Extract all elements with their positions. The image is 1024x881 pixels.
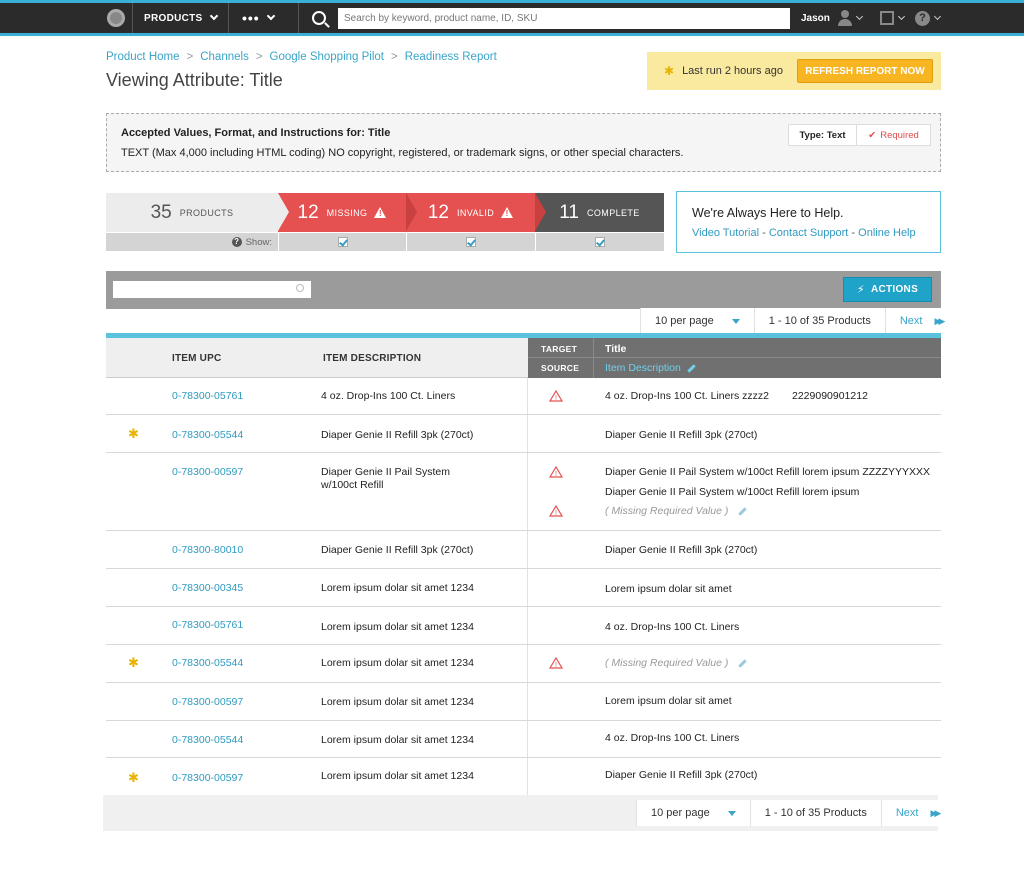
help-icon: ? [915, 11, 930, 26]
pager-bottom [636, 800, 950, 826]
table-row[interactable] [106, 453, 941, 531]
invalid-count: 12 [427, 201, 449, 223]
required-text: Required [880, 129, 919, 141]
show-missing-cell [278, 232, 406, 251]
target-value: Title [605, 343, 627, 355]
source-value-label: Item Description [605, 362, 681, 374]
table-row[interactable] [106, 758, 941, 795]
global-search-input[interactable] [338, 8, 790, 29]
last-run-banner [647, 52, 941, 90]
show-label-cell [106, 232, 278, 251]
svg-text:!: ! [555, 662, 557, 669]
header-divider [593, 338, 594, 378]
breadcrumb-separator-icon: > [255, 51, 263, 63]
pencil-icon[interactable] [739, 507, 747, 515]
page-range-label: 1 - 10 of 35 Products [764, 807, 867, 819]
table-row[interactable] [106, 683, 941, 721]
accepted-values-panel [106, 113, 941, 172]
item-upc[interactable]: 0-78300-80010 [172, 544, 244, 556]
stat-missing[interactable] [278, 193, 406, 232]
nav-divider [132, 3, 133, 33]
more-icon: ••• [242, 10, 260, 26]
item-description: Lorem ipsum dolar sit amet 1234 [321, 770, 474, 782]
show-complete-checkbox[interactable] [595, 237, 605, 247]
refresh-report-button[interactable]: REFRESH REPORT NOW [797, 59, 933, 83]
item-upc[interactable]: 0-78300-00597 [172, 772, 244, 784]
stat-arrow [278, 193, 289, 231]
last-run-text: Last run 2 hours ago [682, 65, 783, 77]
chevron-down-icon [934, 13, 941, 20]
missing-count: 12 [297, 201, 319, 223]
item-upc[interactable]: 0-78300-05544 [172, 429, 244, 441]
breadcrumb-channels[interactable]: Channels [200, 51, 249, 63]
pencil-icon[interactable] [739, 659, 747, 667]
item-description: Diaper Genie II Refill 3pk (270ct) [321, 429, 474, 441]
global-search [312, 3, 790, 33]
item-description: 4 oz. Drop-Ins 100 Ct. Liners [321, 390, 456, 402]
accepted-values-heading: Accepted Values, Format, and Instructions for: Title [121, 127, 391, 139]
help-links [692, 227, 916, 239]
pencil-icon[interactable] [687, 364, 695, 372]
table-header [106, 338, 941, 378]
per-page-select[interactable] [640, 308, 754, 334]
help-icon[interactable]: ? [232, 237, 242, 247]
help-heading: We're Always Here to Help. [692, 206, 844, 220]
warning-icon [549, 505, 563, 517]
table-row[interactable] [106, 415, 941, 453]
search-icon[interactable] [312, 11, 326, 25]
star-icon: ✱ [664, 64, 675, 78]
products-label: PRODUCTS [179, 207, 234, 218]
item-description: Diaper Genie II Refill 3pk (270ct) [321, 544, 474, 556]
star-icon: ✱ [128, 770, 139, 785]
logo-icon [107, 9, 125, 27]
nav-divider [228, 3, 229, 33]
per-page-label: 10 per page [655, 315, 714, 327]
check-icon: ✔ [868, 129, 877, 141]
item-description: Lorem ipsum dolar sit amet 1234 [321, 734, 474, 746]
missing-value[interactable] [605, 657, 747, 669]
next-page-button[interactable] [885, 308, 954, 334]
products-count: 35 [150, 201, 172, 223]
show-invalid-checkbox[interactable] [466, 237, 476, 247]
target-title: Lorem ipsum dolar sit amet [605, 695, 732, 707]
type-label: Type: Text [789, 125, 857, 145]
chevron-down-icon [898, 13, 905, 20]
item-description: Lorem ipsum dolar sit amet 1234 [321, 621, 474, 633]
warning-icon [549, 657, 563, 669]
fast-forward-icon: ▶▶ [930, 807, 939, 818]
item-description-line1: Diaper Genie II Pail System [321, 466, 450, 478]
source-label: SOURCE [541, 363, 580, 373]
missing-value-text: ( Missing Required Value ) [605, 657, 729, 669]
item-description-line2: w/100ct Refill [321, 479, 384, 491]
products-menu[interactable] [144, 3, 217, 33]
next-page-button[interactable] [881, 800, 950, 826]
complete-label: COMPLETE [587, 207, 640, 218]
missing-label: MISSING [326, 207, 368, 218]
table-row[interactable] [106, 721, 941, 758]
source-title: Diaper Genie II Pail System w/100ct Refill lorem ipsum [605, 486, 860, 498]
top-nav [0, 0, 1024, 36]
breadcrumb [106, 51, 497, 63]
svg-text:!: ! [555, 471, 557, 478]
user-name[interactable]: Jason [801, 12, 830, 24]
warning-icon [549, 390, 563, 402]
breadcrumb-readiness-report[interactable]: Readiness Report [404, 51, 497, 63]
page-title: Viewing Attribute: Title [106, 70, 283, 90]
tasks-icon [880, 11, 894, 25]
nav-divider [298, 3, 299, 33]
chevron-down-icon [266, 12, 274, 20]
target-row [528, 338, 941, 358]
item-upc[interactable]: 0-78300-05544 [172, 734, 244, 746]
actions-label: ACTIONS [870, 284, 919, 295]
breadcrumb-separator-icon: > [391, 51, 398, 63]
chevron-down-icon [209, 12, 217, 20]
table-row[interactable] [106, 531, 941, 569]
per-page-label: 10 per page [651, 807, 710, 819]
table-row[interactable] [106, 569, 941, 607]
page-range-label: 1 - 10 of 35 Products [768, 315, 871, 327]
search-icon[interactable] [296, 284, 304, 292]
stat-arrow [406, 193, 417, 231]
star-icon: ✱ [128, 655, 139, 670]
item-upc[interactable]: 0-78300-05761 [172, 390, 244, 402]
table-row[interactable] [106, 645, 941, 683]
missing-value[interactable] [605, 505, 747, 517]
show-invalid-cell [406, 232, 535, 251]
products-menu-label: PRODUCTS [144, 12, 203, 24]
more-menu[interactable] [242, 3, 274, 33]
target-title: 4 oz. Drop-Ins 100 Ct. Liners [605, 732, 740, 744]
source-value[interactable] [605, 362, 696, 374]
chevron-down-icon [856, 13, 863, 20]
target-title: Lorem ipsum dolar sit amet [605, 583, 732, 595]
table-row[interactable] [106, 378, 941, 415]
attribute-type-box [788, 124, 931, 146]
item-description: Lorem ipsum dolar sit amet 1234 [321, 582, 474, 594]
next-label: Next [895, 807, 919, 819]
svg-text:!: ! [555, 510, 557, 517]
accepted-values-body: TEXT (Max 4,000 including HTML coding) NO copyright, registered, or trademark signs, or other special characters. [121, 147, 684, 159]
target-extra: 2229090901212 [792, 390, 868, 402]
tasks-menu[interactable] [880, 10, 904, 26]
target-title: Diaper Genie II Refill 3pk (270ct) [605, 429, 758, 441]
caret-down-icon [728, 811, 736, 816]
stat-invalid[interactable] [406, 193, 535, 232]
svg-text:!: ! [555, 395, 557, 402]
target-title: Diaper Genie II Refill 3pk (270ct) [605, 544, 758, 556]
user-menu[interactable] [838, 10, 862, 26]
item-description: Lorem ipsum dolar sit amet 1234 [321, 657, 474, 669]
next-label: Next [899, 315, 923, 327]
actions-button[interactable] [843, 277, 932, 302]
invalid-label: INVALID [456, 207, 495, 218]
target-title: 4 oz. Drop-Ins 100 Ct. Liners zzzz2 [605, 390, 769, 402]
breadcrumb-separator-icon: > [186, 51, 194, 63]
contact-support-link[interactable]: Contact Support [768, 227, 849, 239]
table-toolbar [106, 271, 941, 309]
table-search-input[interactable] [113, 281, 311, 298]
breadcrumb-google-shopping-pilot[interactable]: Google Shopping Pilot [269, 51, 384, 63]
help-box [676, 191, 941, 253]
required-label [857, 125, 930, 145]
missing-value-text: ( Missing Required Value ) [605, 505, 729, 517]
stat-products [106, 193, 278, 232]
app-logo[interactable] [100, 3, 132, 33]
fast-forward-icon: ▶▶ [934, 315, 943, 326]
item-description: Lorem ipsum dolar sit amet 1234 [321, 696, 474, 708]
show-label [232, 237, 272, 248]
warning-icon [549, 466, 563, 478]
warning-icon [374, 207, 386, 218]
target-title: 4 oz. Drop-Ins 100 Ct. Liners [605, 621, 740, 633]
pager-top [640, 308, 954, 334]
table-row[interactable] [106, 607, 941, 645]
show-missing-checkbox[interactable] [338, 237, 348, 247]
item-upc[interactable]: 0-78300-00597 [172, 466, 244, 478]
link-separator: - [759, 227, 769, 239]
col-header-upc[interactable]: ITEM UPC [172, 353, 222, 364]
user-avatar-icon [838, 10, 852, 26]
star-icon: ✱ [128, 426, 139, 441]
help-menu[interactable] [915, 10, 940, 26]
lightning-icon: ⚡ [856, 284, 865, 296]
breadcrumb-product-home[interactable]: Product Home [106, 51, 180, 63]
target-label: TARGET [541, 344, 578, 354]
target-title: Diaper Genie II Refill 3pk (270ct) [605, 769, 758, 781]
target-title: Diaper Genie II Pail System w/100ct Refill lorem ipsum ZZZZYYYXXX [605, 466, 931, 478]
stat-complete[interactable] [535, 193, 664, 232]
warning-icon [501, 207, 513, 218]
stat-arrow [535, 193, 546, 231]
video-tutorial-link[interactable]: Video Tutorial [692, 227, 760, 239]
page-range [750, 800, 881, 826]
item-upc[interactable]: 0-78300-00345 [172, 582, 244, 594]
item-upc[interactable]: 0-78300-05544 [172, 657, 244, 669]
link-separator: - [848, 227, 859, 239]
caret-down-icon [732, 319, 740, 324]
online-help-link[interactable]: Online Help [858, 227, 916, 239]
per-page-select[interactable] [636, 800, 750, 826]
page-range [754, 308, 885, 334]
show-complete-cell [535, 232, 664, 251]
show-text: Show: [245, 236, 272, 248]
complete-count: 11 [559, 201, 579, 223]
item-upc[interactable]: 0-78300-05761 [172, 619, 244, 631]
target-source-header [528, 338, 941, 378]
col-header-description[interactable]: ITEM DESCRIPTION [323, 353, 422, 364]
item-upc[interactable]: 0-78300-00597 [172, 696, 244, 708]
